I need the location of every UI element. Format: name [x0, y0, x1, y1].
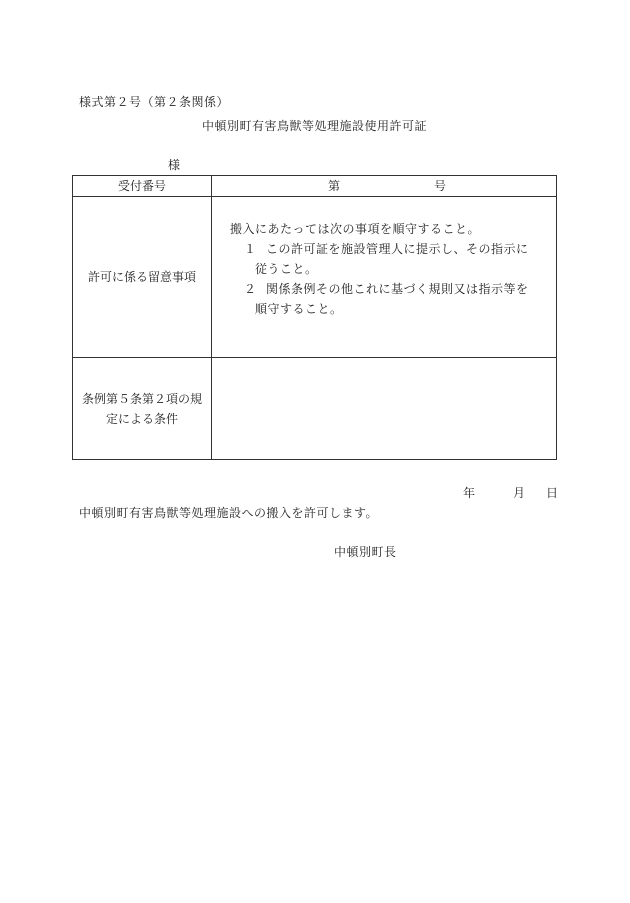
- permit-form-table: [72, 175, 557, 460]
- date-year: 年: [463, 486, 476, 500]
- ordinance-conditions-row: [73, 358, 557, 460]
- conditions-cell: [212, 197, 557, 358]
- number-prefix: 第: [328, 179, 341, 193]
- ordinance-conditions-value: [212, 358, 557, 460]
- permit-statement: 中頓別町有害鳥獣等処理施設への搬入を許可します。: [79, 506, 379, 520]
- condition-text-line: 従うこと。: [255, 262, 318, 276]
- condition-text-line: 関係条例その他これに基づく規則又は指示等を: [266, 282, 529, 296]
- receipt-number-label: 受付番号: [73, 176, 212, 197]
- receipt-number-row: [73, 176, 557, 197]
- conditions-label: 許可に係る留意事項: [73, 197, 212, 358]
- condition-item: [230, 279, 544, 319]
- addressee-suffix: 様: [168, 158, 181, 172]
- condition-item: [230, 239, 544, 279]
- condition-text-line: この許可証を施設管理人に提示し、その指示に: [266, 242, 529, 256]
- ordinance-conditions-label: 条例第５条第２項の規 定による条件: [73, 358, 212, 460]
- conditions-intro: 搬入にあたっては次の事項を順守すること。: [230, 222, 481, 236]
- date-day: 日: [546, 486, 559, 500]
- date-month: 月: [513, 486, 526, 500]
- issuer-name: 中頓別町長: [334, 545, 397, 559]
- document-title: 中頓別町有害鳥獣等処理施設使用許可証: [202, 119, 428, 133]
- issue-date: [463, 487, 558, 499]
- receipt-number-cell: [212, 176, 557, 197]
- condition-number: ２: [244, 282, 257, 296]
- condition-text-line: 順守すること。: [255, 302, 343, 316]
- condition-number: １: [244, 242, 257, 256]
- form-number: 様式第２号（第２条関係）: [79, 95, 230, 109]
- conditions-row: [73, 197, 557, 358]
- number-suffix: 号: [434, 179, 447, 193]
